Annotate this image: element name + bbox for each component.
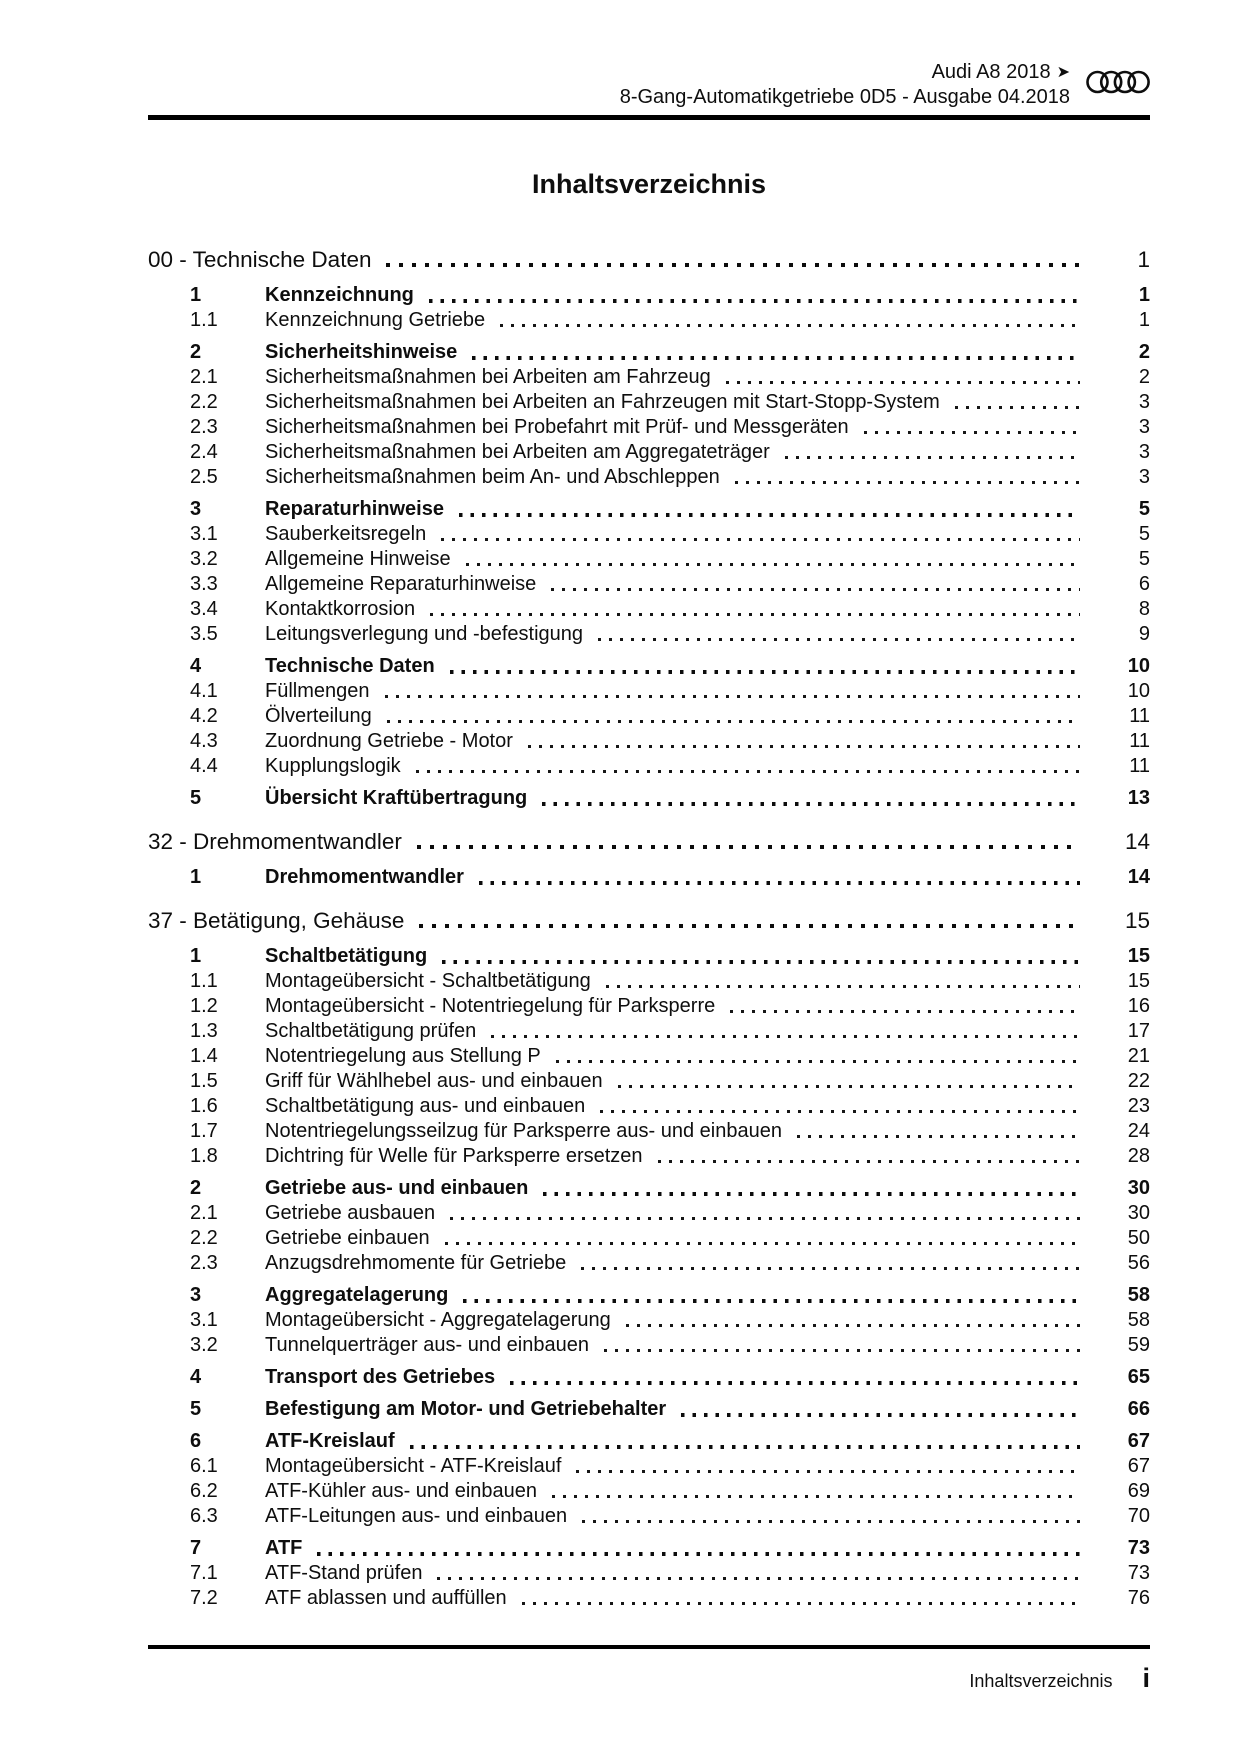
- header-rule: [148, 115, 1150, 120]
- dot-leader: [419, 924, 1080, 928]
- entry-title: Zuordnung Getriebe - Motor: [265, 730, 513, 752]
- entry-page-number: 23: [1127, 1095, 1150, 1117]
- dot-leader: [442, 960, 1080, 964]
- header-subtitle-line: 8-Gang-Automatikgetriebe 0D5 - Ausgabe 04.2018: [619, 86, 1070, 108]
- entry-page-number: 3: [1138, 466, 1150, 488]
- entry-title: Getriebe aus- und einbauen: [265, 1177, 529, 1199]
- dot-leader: [528, 745, 1080, 748]
- entry-title: Leitungsverlegung und -befestigung: [265, 623, 584, 645]
- dot-leader: [416, 770, 1080, 773]
- toc-entry: [148, 1251, 1150, 1276]
- entry-title: Kennzeichnung Getriebe: [265, 309, 486, 331]
- entry-title: Sicherheitsmaßnahmen bei Arbeiten am Fahrzeug: [265, 366, 711, 388]
- dot-leader: [317, 1552, 1080, 1556]
- footer-label: Inhaltsverzeichnis: [969, 1671, 1113, 1691]
- entry-page-number: 15: [1127, 945, 1150, 967]
- toc-entry: [148, 654, 1150, 679]
- entry-number: 7: [190, 1537, 202, 1559]
- entry-title: Anzugsdrehmomente für Getriebe: [265, 1252, 567, 1274]
- entry-page-number: 73: [1127, 1537, 1150, 1559]
- entry-number: 2.5: [190, 466, 218, 488]
- entry-title: Kennzeichnung: [265, 284, 414, 306]
- entry-title: Aggregatelagerung: [265, 1284, 449, 1306]
- entry-title: Schaltbetätigung prüfen: [265, 1020, 477, 1042]
- entry-page-number: 3: [1138, 441, 1150, 463]
- entry-page-number: 5: [1138, 548, 1150, 570]
- entry-number: 3.5: [190, 623, 218, 645]
- entry-page-number: 2: [1138, 366, 1150, 388]
- dot-leader: [410, 1445, 1080, 1449]
- entry-page-number: 67: [1127, 1455, 1150, 1477]
- chapter-label: 37 - Betätigung, Gehäuse: [148, 908, 405, 933]
- entry-title: Technische Daten: [265, 655, 435, 677]
- entry-number: 2: [190, 341, 202, 363]
- entry-page-number: 9: [1138, 623, 1150, 645]
- toc-entry: [148, 865, 1150, 890]
- entry-number: 6: [190, 1430, 202, 1452]
- dot-leader: [500, 324, 1080, 327]
- toc-entry: [148, 622, 1150, 647]
- toc-entry: [148, 1454, 1150, 1479]
- toc-entry: [148, 1561, 1150, 1586]
- entry-page-number: 13: [1127, 787, 1150, 809]
- toc-entry: [148, 1429, 1150, 1454]
- entry-title: Dichtring für Welle für Parksperre ersetzen: [265, 1145, 643, 1167]
- entry-number: 2.1: [190, 1202, 218, 1224]
- entry-page-number: 1: [1138, 284, 1150, 306]
- entry-title: Notentriegelungsseilzug für Parksperre aus- und einbauen: [265, 1120, 782, 1142]
- dot-leader: [479, 881, 1080, 885]
- toc-entry: [148, 1176, 1150, 1201]
- entry-number: 1: [190, 866, 202, 888]
- entry-page-number: 65: [1127, 1366, 1150, 1388]
- entry-title: Befestigung am Motor- und Getriebehalter: [265, 1398, 667, 1420]
- entry-number: 1.1: [190, 970, 218, 992]
- dot-leader: [522, 1602, 1080, 1605]
- toc-entry: [148, 1333, 1150, 1358]
- entry-title: Sicherheitsmaßnahmen bei Arbeiten am Aggregateträger: [265, 441, 770, 463]
- entry-number: 6.3: [190, 1505, 218, 1527]
- entry-number: 1: [190, 945, 202, 967]
- entry-number: 2.1: [190, 366, 218, 388]
- toc-entry: [148, 522, 1150, 547]
- entry-page-number: 5: [1138, 498, 1150, 520]
- toc-entry: [148, 390, 1150, 415]
- entry-title: Sicherheitsmaßnahmen beim An- und Abschleppen: [265, 466, 720, 488]
- footer-rule: [148, 1645, 1150, 1649]
- page-header: [148, 0, 1150, 110]
- entry-title: Montageübersicht - Schaltbetätigung: [265, 970, 591, 992]
- dot-leader: [385, 695, 1080, 698]
- entry-number: 2.2: [190, 1227, 218, 1249]
- dot-leader: [730, 1010, 1080, 1013]
- entry-title: Griff für Wählhebel aus- und einbauen: [265, 1070, 603, 1092]
- entry-page-number: 69: [1127, 1480, 1150, 1502]
- entry-page-number: 22: [1127, 1070, 1150, 1092]
- entry-title: Getriebe ausbauen: [265, 1202, 436, 1224]
- entry-page-number: 17: [1127, 1020, 1150, 1042]
- dot-leader: [491, 1035, 1080, 1038]
- entry-title: Allgemeine Hinweise: [265, 548, 451, 570]
- entry-page-number: 28: [1127, 1145, 1150, 1167]
- toc-entry: [148, 365, 1150, 390]
- entry-number: 7.2: [190, 1587, 218, 1609]
- entry-page-number: 66: [1127, 1398, 1150, 1420]
- dot-leader: [429, 299, 1080, 303]
- entry-page-number: 30: [1127, 1177, 1150, 1199]
- toc-entry: [148, 1504, 1150, 1529]
- dot-leader: [576, 1470, 1080, 1473]
- entry-number: 4: [190, 655, 202, 677]
- chapter-label: 32 - Drehmomentwandler: [148, 829, 402, 854]
- entry-number: 1.1: [190, 309, 218, 331]
- toc-entry: [148, 1397, 1150, 1422]
- dot-leader: [450, 1217, 1080, 1220]
- dot-leader: [551, 588, 1080, 591]
- dot-leader: [618, 1085, 1080, 1088]
- toc-entry: [148, 283, 1150, 308]
- toc-entry: [148, 1479, 1150, 1504]
- header-model-line: [620, 60, 1070, 85]
- entry-number: 6.1: [190, 1455, 218, 1477]
- entry-page-number: 15: [1127, 970, 1150, 992]
- dot-leader: [459, 513, 1080, 517]
- dot-leader: [445, 1242, 1080, 1245]
- toc-entry: [148, 1365, 1150, 1390]
- dot-leader: [582, 1520, 1080, 1523]
- dot-leader: [955, 406, 1080, 409]
- entry-page-number: 58: [1127, 1284, 1150, 1306]
- toc-entry: [148, 340, 1150, 365]
- entry-number: 2: [190, 1177, 202, 1199]
- entry-number: 3.2: [190, 1334, 218, 1356]
- chapter-row: [148, 905, 1150, 937]
- toc-entry: [148, 1226, 1150, 1251]
- toc-entry: [148, 597, 1150, 622]
- entry-page-number: 24: [1127, 1120, 1150, 1142]
- entry-title: Reparaturhinweise: [265, 498, 444, 520]
- toc-entry: [148, 1283, 1150, 1308]
- entry-page-number: 11: [1129, 755, 1150, 777]
- entry-title: ATF: [265, 1537, 303, 1559]
- chapter-row: [148, 826, 1150, 858]
- entry-page-number: 10: [1127, 655, 1150, 677]
- entry-title: Schaltbetätigung: [265, 945, 428, 967]
- toc-entry: [148, 1019, 1150, 1044]
- entry-title: Montageübersicht - ATF-Kreislauf: [265, 1455, 562, 1477]
- toc-entry: [148, 704, 1150, 729]
- page-footer: [148, 1645, 1150, 1694]
- toc-entry: [148, 729, 1150, 754]
- entry-number: 3: [190, 1284, 202, 1306]
- entry-title: ATF-Stand prüfen: [265, 1562, 423, 1584]
- dot-leader: [441, 538, 1080, 541]
- toc-entry: [148, 1119, 1150, 1144]
- entry-title: Sicherheitshinweise: [265, 341, 458, 363]
- entry-title: ATF-Leitungen aus- und einbauen: [265, 1505, 568, 1527]
- entry-page-number: 21: [1127, 1045, 1150, 1067]
- entry-page-number: 14: [1127, 866, 1150, 888]
- toc-entry: [148, 308, 1150, 333]
- dot-leader: [472, 356, 1080, 360]
- entry-title: Kontaktkorrosion: [265, 598, 416, 620]
- dot-leader: [626, 1324, 1080, 1327]
- entry-number: 1.4: [190, 1045, 218, 1067]
- entry-number: 6.2: [190, 1480, 218, 1502]
- toc-entry: [148, 754, 1150, 779]
- toc-entry: [148, 440, 1150, 465]
- entry-number: 3.1: [190, 1309, 218, 1331]
- dot-leader: [581, 1267, 1080, 1270]
- toc-entry: [148, 547, 1150, 572]
- entry-page-number: 3: [1138, 416, 1150, 438]
- entry-number: 1: [190, 284, 202, 306]
- dot-leader: [543, 1192, 1080, 1196]
- dot-leader: [450, 670, 1080, 674]
- toc-entry: [148, 994, 1150, 1019]
- entry-title: Notentriegelung aus Stellung P: [265, 1045, 541, 1067]
- dot-leader: [658, 1160, 1080, 1163]
- toc-entry: [148, 465, 1150, 490]
- entry-number: 1.7: [190, 1120, 218, 1142]
- entry-title: Montageübersicht - Aggregatelagerung: [265, 1309, 611, 1331]
- entry-title: Kupplungslogik: [265, 755, 401, 777]
- toc-chapter: [148, 244, 1150, 811]
- dot-leader: [386, 263, 1080, 267]
- entry-title: Sauberkeitsregeln: [265, 523, 427, 545]
- entry-page-number: 70: [1127, 1505, 1150, 1527]
- toc: [148, 244, 1150, 1611]
- arrow-right-icon: ➤: [1056, 64, 1070, 81]
- audi-rings-logo-icon: [1086, 69, 1150, 95]
- entry-number: 3.4: [190, 598, 218, 620]
- chapter-page-number: 1: [1137, 247, 1150, 272]
- entry-title: Sicherheitsmaßnahmen bei Arbeiten an Fahrzeugen mit Start-Stopp-System: [265, 391, 940, 413]
- entry-page-number: 58: [1127, 1309, 1150, 1331]
- toc-chapter: [148, 905, 1150, 1611]
- toc-entry: [148, 415, 1150, 440]
- entry-number: 4: [190, 1366, 202, 1388]
- entry-title: Allgemeine Reparaturhinweise: [265, 573, 537, 595]
- header-model-text: Audi A8 2018: [931, 61, 1051, 83]
- entry-title: ATF-Kühler aus- und einbauen: [265, 1480, 538, 1502]
- chapter-page-number: 15: [1124, 908, 1150, 933]
- entry-page-number: 67: [1127, 1430, 1150, 1452]
- entry-page-number: 11: [1129, 705, 1150, 727]
- toc-entry: [148, 497, 1150, 522]
- toc-entry: [148, 944, 1150, 969]
- entry-number: 1.2: [190, 995, 218, 1017]
- dot-leader: [552, 1495, 1080, 1498]
- entry-title: Montageübersicht - Notentriegelung für Parksperre: [265, 995, 716, 1017]
- entry-number: 1.6: [190, 1095, 218, 1117]
- entry-number: 3: [190, 498, 202, 520]
- toc-entry: [148, 1144, 1150, 1169]
- dot-leader: [556, 1060, 1080, 1063]
- entry-page-number: 5: [1138, 523, 1150, 545]
- entry-number: 2.3: [190, 416, 218, 438]
- toc-entry: [148, 786, 1150, 811]
- entry-title: Ölverteilung: [265, 705, 372, 727]
- entry-page-number: 8: [1138, 598, 1150, 620]
- entry-title: Drehmomentwandler: [265, 866, 464, 888]
- dot-leader: [466, 563, 1080, 566]
- toc-chapter: [148, 826, 1150, 890]
- entry-title: Tunnelquerträger aus- und einbauen: [265, 1334, 589, 1356]
- entry-page-number: 11: [1129, 730, 1150, 752]
- entry-number: 1.5: [190, 1070, 218, 1092]
- dot-leader: [864, 431, 1080, 434]
- dot-leader: [437, 1577, 1080, 1580]
- entry-title: Sicherheitsmaßnahmen bei Probefahrt mit Prüf- und Messgeräten: [265, 416, 849, 438]
- entry-number: 4.4: [190, 755, 218, 777]
- entry-page-number: 1: [1138, 309, 1150, 331]
- dot-leader: [735, 481, 1080, 484]
- entry-title: Füllmengen: [265, 680, 370, 702]
- entry-page-number: 56: [1127, 1252, 1150, 1274]
- dot-leader: [600, 1110, 1080, 1113]
- entry-page-number: 50: [1127, 1227, 1150, 1249]
- dot-leader: [387, 720, 1080, 723]
- entry-page-number: 10: [1127, 680, 1150, 702]
- dot-leader: [606, 985, 1080, 988]
- toc-entry: [148, 679, 1150, 704]
- dot-leader: [681, 1413, 1080, 1417]
- entry-page-number: 3: [1138, 391, 1150, 413]
- toc-entry: [148, 1201, 1150, 1226]
- entry-title: ATF ablassen und auffüllen: [265, 1587, 507, 1609]
- toc-entry: [148, 1308, 1150, 1333]
- footer-page-number: i: [1142, 1663, 1150, 1693]
- toc-entry: [148, 1586, 1150, 1611]
- toc-entry: [148, 969, 1150, 994]
- dot-leader: [598, 638, 1080, 641]
- entry-title: Schaltbetätigung aus- und einbauen: [265, 1095, 586, 1117]
- entry-page-number: 76: [1127, 1587, 1150, 1609]
- dot-leader: [604, 1349, 1080, 1352]
- entry-page-number: 59: [1127, 1334, 1150, 1356]
- entry-page-number: 73: [1127, 1562, 1150, 1584]
- entry-number: 5: [190, 787, 202, 809]
- entry-number: 4.2: [190, 705, 218, 727]
- toc-entry: [148, 1069, 1150, 1094]
- dot-leader: [430, 613, 1080, 616]
- entry-number: 1.3: [190, 1020, 218, 1042]
- page-title: Inhaltsverzeichnis: [531, 169, 767, 199]
- entry-number: 3.3: [190, 573, 218, 595]
- entry-page-number: 2: [1138, 341, 1150, 363]
- entry-page-number: 6: [1138, 573, 1150, 595]
- entry-number: 3.2: [190, 548, 218, 570]
- entry-page-number: 30: [1127, 1202, 1150, 1224]
- entry-title: Getriebe einbauen: [265, 1227, 430, 1249]
- dot-leader: [463, 1299, 1080, 1303]
- header-text-block: [620, 60, 1086, 110]
- toc-entry: [148, 1094, 1150, 1119]
- entry-number: 2.3: [190, 1252, 218, 1274]
- entry-number: 1.8: [190, 1145, 218, 1167]
- chapter-page-number: 14: [1124, 829, 1150, 854]
- entry-number: 2.2: [190, 391, 218, 413]
- entry-number: 4.3: [190, 730, 218, 752]
- entry-number: 4.1: [190, 680, 218, 702]
- toc-entry: [148, 572, 1150, 597]
- entry-number: 3.1: [190, 523, 218, 545]
- dot-leader: [542, 802, 1080, 806]
- dot-leader: [797, 1135, 1080, 1138]
- entry-title: Übersicht Kraftübertragung: [265, 787, 528, 809]
- dot-leader: [510, 1381, 1080, 1385]
- chapter-label: 00 - Technische Daten: [148, 247, 372, 272]
- toc-entry: [148, 1044, 1150, 1069]
- dot-leader: [785, 456, 1080, 459]
- entry-title: ATF-Kreislauf: [265, 1430, 395, 1452]
- toc-entry: [148, 1536, 1150, 1561]
- dot-leader: [726, 381, 1080, 384]
- entry-page-number: 16: [1127, 995, 1150, 1017]
- dot-leader: [417, 845, 1080, 849]
- chapter-row: [148, 244, 1150, 276]
- entry-number: 7.1: [190, 1562, 218, 1584]
- entry-number: 2.4: [190, 441, 218, 463]
- entry-title: Transport des Getriebes: [265, 1366, 496, 1388]
- entry-number: 5: [190, 1398, 202, 1420]
- footer-line: [148, 1663, 1150, 1694]
